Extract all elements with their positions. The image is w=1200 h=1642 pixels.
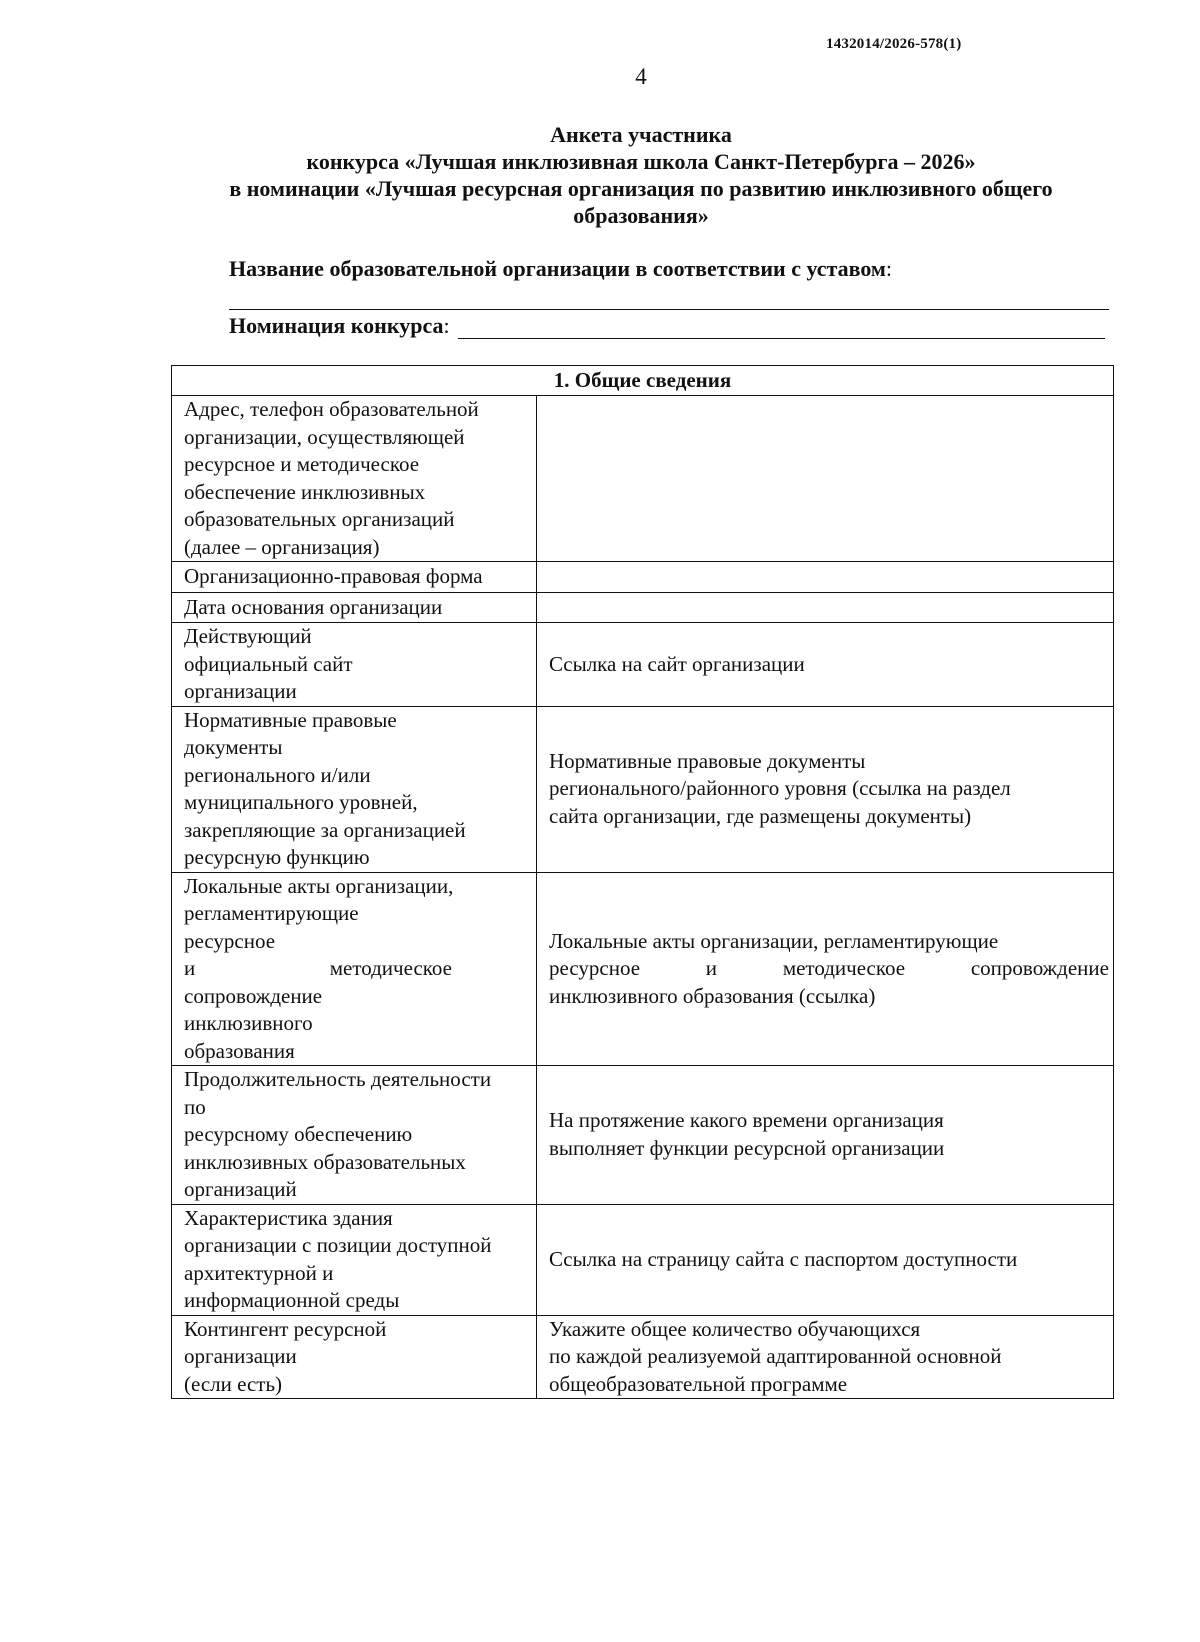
value-line: На протяжение какого времени организация [549,1108,944,1133]
org-name-field[interactable] [229,309,1109,310]
row-value-legal-form[interactable] [537,562,1114,593]
table-row [172,706,1114,872]
value-line: общеобразовательной программе [549,1371,848,1396]
nomination-field[interactable] [458,316,1105,339]
label-line: организации [184,1344,297,1368]
label-line: образования [184,1038,295,1063]
row-value-building[interactable] [537,1204,1114,1315]
label-line: ресурсную функцию [184,845,370,869]
value-line: инклюзивного образования (ссылка) [549,983,876,1008]
label-line: Дата основания организации [184,594,443,619]
label-line: организаций [184,1177,297,1201]
org-name-label-wrap [229,256,892,282]
table-row [172,872,1114,1066]
row-value-founding-date[interactable] [537,593,1114,623]
title-line-1: Анкета участника [550,122,732,147]
label-line: Локальные акты организации, [184,873,454,898]
table-row [172,396,1114,562]
value-line: Нормативные правовые документы [549,748,866,773]
title-line-2: конкурса «Лучшая инклюзивная школа Санкт-Петербурга – 2026» [306,149,976,174]
general-info-table [171,365,1114,1399]
nomination-row [229,313,1105,339]
org-name-label: Название образовательной организации в соответствии с уставом [229,256,886,281]
label-line: обеспечение инклюзивных [184,479,426,504]
label-line: Действующий [184,624,312,648]
value-line: Локальные акты организации, регламентирующие [549,928,999,953]
label-line: информационной среды [184,1288,400,1312]
label-line: инклюзивных образовательных [184,1149,466,1174]
row-label-legal-form [172,562,537,593]
table-row [172,623,1114,707]
value-line: Ссылка на страницу сайта с паспортом доступности [549,1246,1018,1271]
label-line: ресурсное и методическое [184,452,420,476]
label-line: Контингент ресурсной [184,1316,387,1341]
row-value-address[interactable] [537,396,1114,562]
value-line: Ссылка на сайт организации [549,651,805,676]
table-row [172,593,1114,623]
row-label-website [172,623,537,707]
document-code: 1432014/2026-578(1) [826,36,962,52]
row-value-contingent[interactable] [537,1315,1114,1399]
org-name-colon: : [885,256,893,281]
page-number: 4 [635,64,647,89]
label-line: Нормативные правовые [184,707,397,732]
row-label-founding-date [172,593,537,623]
row-value-regulations[interactable] [537,706,1114,872]
row-label-contingent [172,1315,537,1399]
label-line: официальный сайт [184,651,353,676]
label-line: регламентирующие [184,901,359,925]
label-line: организации [184,679,297,703]
label-line: документы [184,735,283,759]
title-line-3: в номинации «Лучшая ресурсная организация по развитию инклюзивного общего [229,176,1053,201]
table-row [172,562,1114,593]
value-line: выполняет функции ресурсной организации [549,1135,945,1160]
label-line: (далее – организация) [184,534,380,559]
value-word: сопровождение [970,956,1109,980]
label-line: ресурсному обеспечению [184,1122,413,1146]
row-label-duration [172,1066,537,1205]
label-line: сопровождение [184,983,323,1008]
label-line: Характеристика здания [184,1205,393,1230]
label-line: регионального и/или [184,762,371,787]
label-line: закрепляющие за организацией [184,817,466,842]
row-label-address [172,396,537,562]
label-line: Организационно-правовая форма [184,564,483,589]
nomination-label-wrap [229,313,450,339]
label-word: методическое [329,956,452,980]
value-justified-line [549,955,1109,983]
title-line-4: образования» [573,203,709,228]
table-row [172,1204,1114,1315]
table-header-row [172,366,1114,396]
label-line: архитектурной и [184,1260,334,1285]
value-line: по каждой реализуемой адаптированной основной [549,1344,1002,1368]
value-line: Укажите общее количество обучающихся [549,1316,921,1341]
label-line: организации с позиции доступной [184,1233,492,1257]
row-label-regulations [172,706,537,872]
table-row [172,1315,1114,1399]
row-value-duration[interactable] [537,1066,1114,1205]
value-word: методическое [782,956,906,980]
label-line: Адрес, телефон образовательной [184,397,479,421]
label-line: (если есть) [184,1371,283,1396]
nomination-colon: : [443,313,450,338]
row-value-website[interactable] [537,623,1114,707]
row-label-local-acts [172,872,537,1066]
value-word: и [705,956,718,980]
label-line: организации, осуществляющей [184,424,465,449]
label-justified-line [184,955,532,983]
value-line: сайта организации, где размещены документы) [549,803,972,828]
label-word: и [184,956,196,980]
row-value-local-acts[interactable] [537,872,1114,1066]
label-line: образовательных организаций [184,507,455,531]
row-label-building [172,1204,537,1315]
table-row [172,1066,1114,1205]
label-line: инклюзивного [184,1011,313,1035]
value-line: регионального/районного уровня (ссылка на раздел [549,776,1011,801]
value-word: ресурсное [549,956,641,980]
label-line: ресурсное [184,928,276,953]
section-header: 1. Общие сведения [172,366,1114,396]
nomination-label: Номинация конкурса [229,313,444,338]
label-line: по [184,1094,206,1119]
label-line: Продолжительность деятельности [184,1067,492,1091]
label-line: муниципального уровней, [184,790,418,814]
questionnaire-title [150,121,1132,229]
